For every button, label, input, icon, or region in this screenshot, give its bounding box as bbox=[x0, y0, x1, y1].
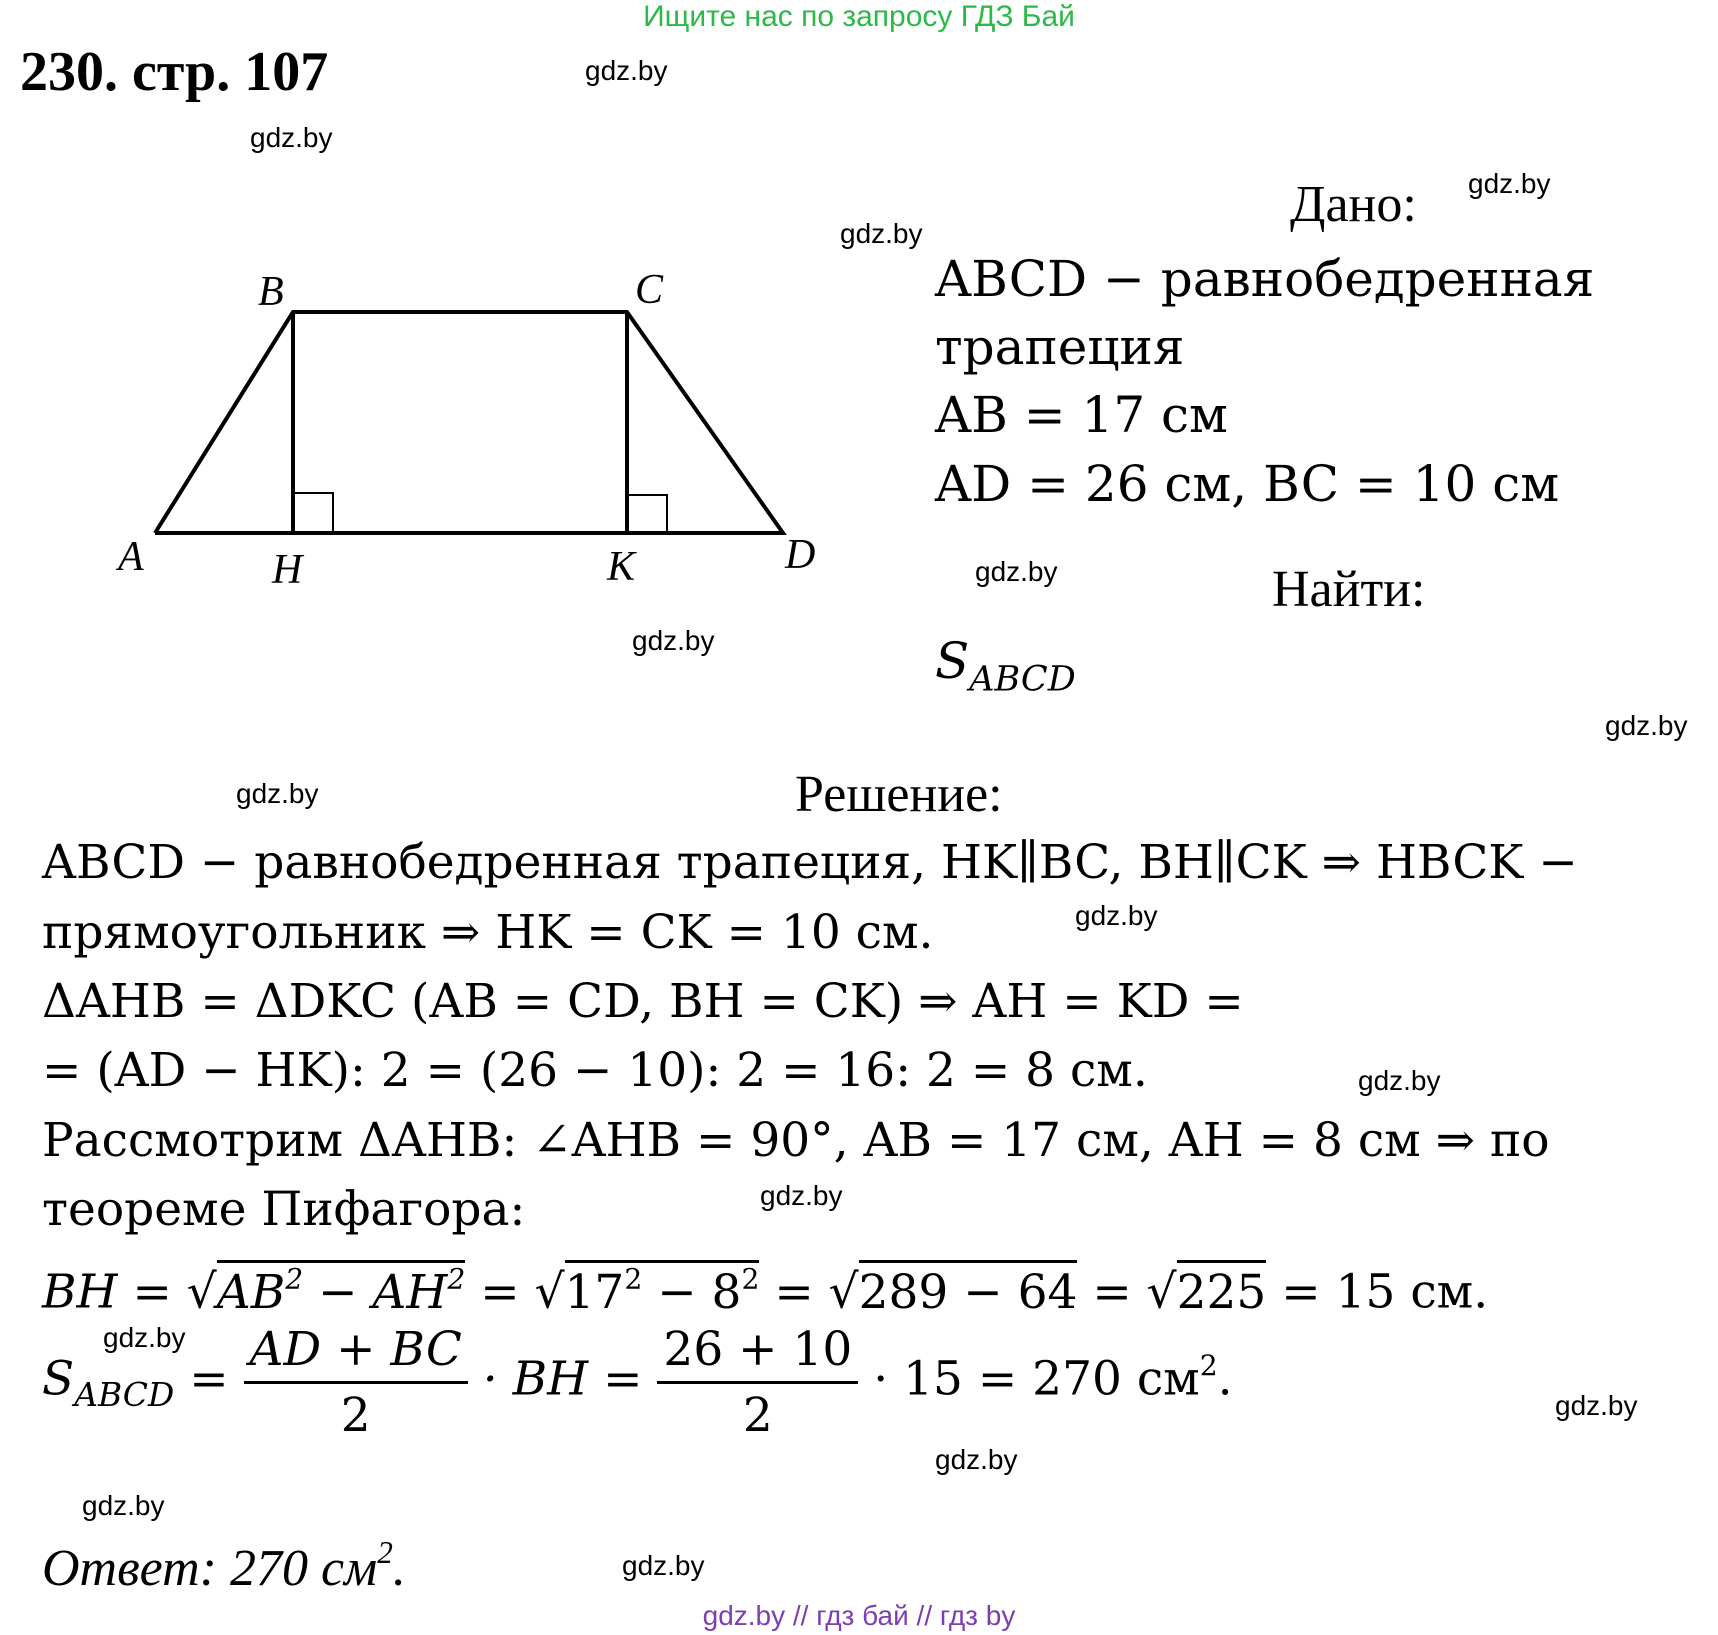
watermark: gdz.by bbox=[622, 1550, 705, 1581]
watermark: gdz.by bbox=[760, 1180, 843, 1211]
footer-links[interactable]: gdz.by // гдз бай // гдз by bbox=[702, 1600, 1016, 1631]
right-angle-h bbox=[293, 493, 333, 533]
vertex-label-a: A bbox=[118, 534, 144, 580]
given-line: AD = 26 см, BC = 10 см bbox=[935, 455, 1560, 513]
given-line: трапеция bbox=[935, 318, 1185, 376]
bh-formula: BH = $√AB^2 - AH^2 = √17^2 - 8^2 = √289 - 64 = √225 = 15$ см. bbox=[42, 1262, 1488, 1320]
vertex-label-c: C bbox=[635, 267, 664, 313]
find-heading: Найти: bbox=[1272, 561, 1426, 618]
solution-line: ABCD − равнобедренная трапеция, HK∥BC, BH∥CK ⇒ HBCK − bbox=[42, 835, 1578, 890]
solution-heading: Решение: bbox=[795, 766, 1003, 823]
watermark: gdz.by bbox=[1358, 1065, 1441, 1096]
vertex-label-b: B bbox=[258, 269, 284, 315]
fraction-ad-bc: $\frac{AD + BC}{2}$ bbox=[244, 1322, 468, 1443]
given-heading: Дано: bbox=[1290, 176, 1417, 233]
watermark: gdz.by bbox=[236, 778, 319, 809]
find-value: $S_{ABCD}$ bbox=[935, 632, 1076, 700]
vertex-label-k: K bbox=[607, 544, 636, 590]
trapezoid-figure bbox=[100, 255, 840, 615]
watermark: gdz.by bbox=[585, 55, 668, 86]
solution-line: = (AD − HK): 2 = (26 − 10): 2 = 16: 2 = 8 см. bbox=[42, 1043, 1148, 1098]
watermark: gdz.by bbox=[82, 1490, 165, 1521]
watermark: gdz.by bbox=[1075, 900, 1158, 931]
problem-title: 230. стр. 107 bbox=[20, 41, 329, 103]
solution-line: прямоугольник ⇒ HK = CK = 10 см. bbox=[42, 905, 934, 960]
area-formula: $S_{ABCD}$ = $\frac{AD + BC}{2}$ · BH = $\frac{26 + 10}{2}$ · 15 = 270 $см^2$. bbox=[42, 1322, 1233, 1443]
watermark: gdz.by bbox=[250, 122, 333, 153]
watermark: gdz.by bbox=[840, 218, 923, 249]
trapezoid-outline bbox=[155, 312, 783, 533]
top-banner[interactable]: Ищите нас по запросу ГДЗ Бай bbox=[643, 0, 1075, 33]
watermark: gdz.by bbox=[1468, 168, 1551, 199]
given-line: ABCD − равнобедренная bbox=[935, 250, 1595, 308]
given-line: AB = 17 см bbox=[935, 386, 1228, 444]
watermark: gdz.by bbox=[1555, 1390, 1638, 1421]
solution-line: Рассмотрим ΔAHB: ∠AHB = 90°, AB = 17 см, AH = 8 см ⇒ по bbox=[42, 1113, 1550, 1168]
fraction-26-10: $\frac{26 + 10}{2}$ bbox=[657, 1322, 858, 1443]
right-angle-k bbox=[627, 495, 667, 533]
vertex-label-h: H bbox=[272, 547, 303, 593]
watermark: gdz.by bbox=[632, 625, 715, 656]
watermark: gdz.by bbox=[1605, 710, 1688, 741]
solution-line: ΔAHB = ΔDKC (AB = CD, BH = CK) ⇒ AH = KD = bbox=[42, 974, 1244, 1029]
vertex-label-d: D bbox=[785, 532, 816, 578]
solution-line: теореме Пифагора: bbox=[42, 1182, 526, 1237]
watermark: gdz.by bbox=[975, 556, 1058, 587]
answer: Ответ: 270 $см^2$. bbox=[42, 1535, 406, 1597]
watermark: gdz.by bbox=[103, 1322, 186, 1353]
watermark: gdz.by bbox=[935, 1444, 1018, 1475]
